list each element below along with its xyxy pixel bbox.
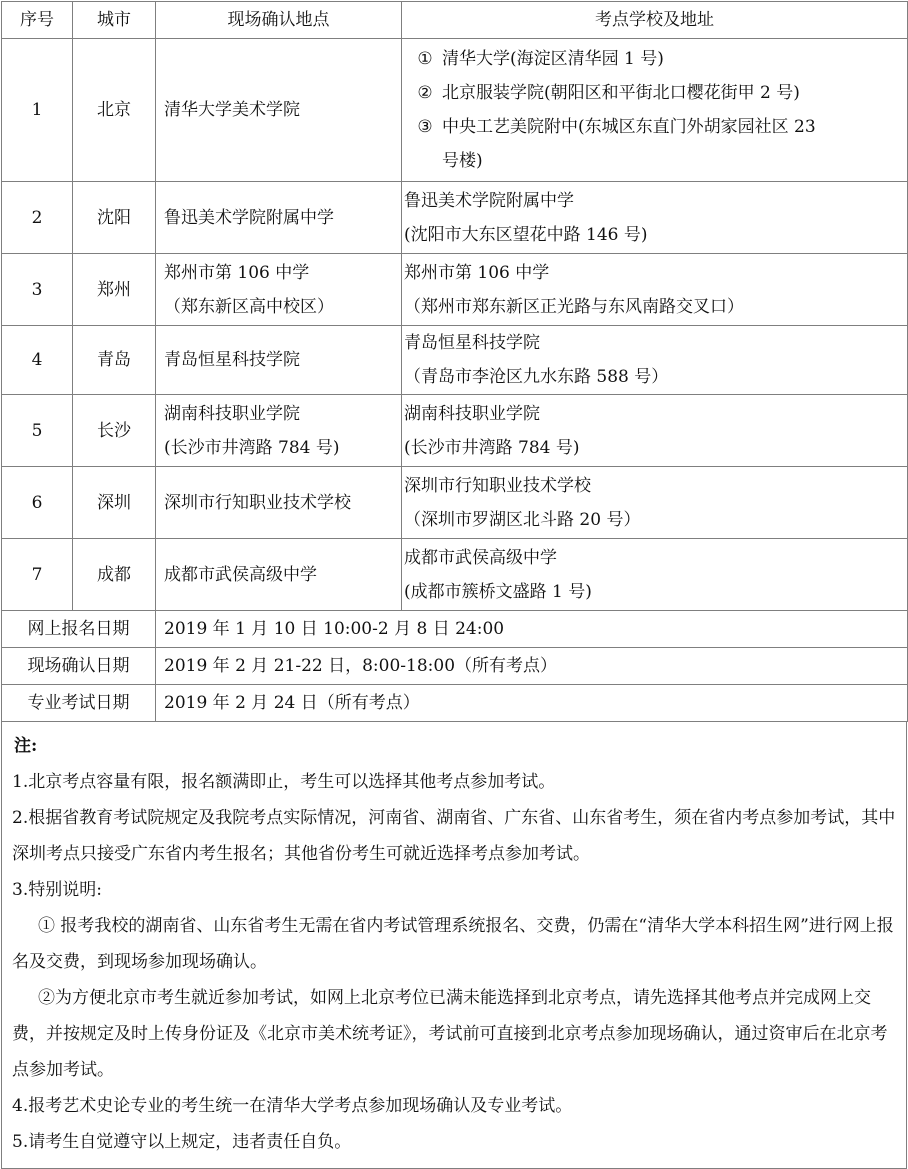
header-city: 城市 <box>73 2 156 39</box>
table-row <box>2 182 908 254</box>
row-confirm-site <box>156 539 402 611</box>
row-seq: 4 <box>2 326 73 395</box>
row-confirm-site <box>156 254 402 326</box>
header-exam-site: 考点学校及地址 <box>402 2 908 39</box>
row-exam-site <box>402 539 908 611</box>
note-2: 2.根据省教育考试院规定及我院考点实际情况，河南省、湖南省、广东省、山东省考生，须在省内考点参加考试，其中深圳考点只接受广东省内考生报名；其他省份考生可就近选择考点参加考试。 <box>12 808 896 864</box>
row-confirm-site <box>156 395 402 467</box>
item-text: 北京服装学院(朝阳区和平街北口樱花街甲 2 号) <box>442 83 800 103</box>
exam-site-item-continued <box>408 144 899 178</box>
row-seq: 6 <box>2 467 73 539</box>
table-row <box>2 467 908 539</box>
item-marker: ① <box>417 49 433 69</box>
notes-section <box>1 722 907 1169</box>
row-confirm-site <box>156 326 402 395</box>
row-city: 郑州 <box>73 254 156 326</box>
row-seq: 1 <box>2 39 73 182</box>
table-row <box>2 254 908 326</box>
exam-site-line: (成都市簇桥文盛路 1 号) <box>404 581 592 602</box>
table-row <box>2 539 908 611</box>
date-row-professional-exam <box>2 685 908 722</box>
exam-site-line: 鲁迅美术学院附属中学 <box>404 190 574 211</box>
confirm-site-line: （郑东新区高中校区） <box>164 296 334 317</box>
row-confirm-site <box>156 182 402 254</box>
row-exam-site <box>402 467 908 539</box>
date-label: 现场确认日期 <box>2 648 156 685</box>
item-text: 号楼) <box>442 151 483 171</box>
confirm-site-line: 清华大学美术学院 <box>164 100 300 120</box>
row-exam-site <box>402 395 908 467</box>
table-row <box>2 395 908 467</box>
row-seq: 3 <box>2 254 73 326</box>
item-marker: ③ <box>417 117 433 137</box>
confirm-site-line: 深圳市行知职业技术学校 <box>164 492 351 513</box>
note-3: 3.特别说明: <box>12 880 102 900</box>
row-city: 长沙 <box>73 395 156 467</box>
row-seq: 2 <box>2 182 73 254</box>
item-text: 中央工艺美院附中(东城区东直门外胡家园社区 23 <box>442 117 816 137</box>
exam-site-line: （深圳市罗湖区北斗路 20 号） <box>404 509 641 530</box>
row-seq: 5 <box>2 395 73 467</box>
date-label: 专业考试日期 <box>2 685 156 722</box>
exam-site-line: (沈阳市大东区望花中路 146 号) <box>404 224 648 245</box>
exam-site-line: （青岛市李沧区九水东路 588 号） <box>404 367 669 387</box>
row-city: 深圳 <box>73 467 156 539</box>
exam-site-item <box>408 42 899 76</box>
exam-site-line: 郑州市第 106 中学 <box>404 262 550 283</box>
date-label: 网上报名日期 <box>2 611 156 648</box>
exam-site-line: 成都市武侯高级中学 <box>404 547 557 568</box>
row-exam-site <box>402 326 908 395</box>
confirm-site-line: 鲁迅美术学院附属中学 <box>164 207 334 228</box>
exam-site-item <box>408 110 899 144</box>
row-exam-site <box>402 182 908 254</box>
row-confirm-site <box>156 467 402 539</box>
exam-site-table <box>1 1 908 722</box>
date-value: 2019 年 1 月 10 日 10:00-2 月 8 日 24:00 <box>156 611 908 648</box>
date-value: 2019 年 2 月 21-22 日，8:00-18:00（所有考点） <box>156 648 908 685</box>
row-city: 青岛 <box>73 326 156 395</box>
confirm-site-line: 湖南科技职业学院 <box>164 403 300 424</box>
confirm-site-line: 成都市武侯高级中学 <box>164 564 317 585</box>
note-3-item-2: ②为方便北京市考生就近参加考试，如网上北京考位已满未能选择到北京考点，请先选择其他考点并完成网上交费，并按规定及时上传身份证及《北京市美术统考证》，考试前可直接到北京考点参加现场确认，通过资审后在北京考点参加考试。 <box>12 988 888 1080</box>
table-row <box>2 39 908 182</box>
note-4: 4.报考艺术史论专业的考生统一在清华大学考点参加现场确认及专业考试。 <box>12 1096 573 1116</box>
exam-site-line: 湖南科技职业学院 <box>404 403 540 424</box>
note-1: 1.北京考点容量有限，报名额满即止，考生可以选择其他考点参加考试。 <box>12 772 556 792</box>
header-confirm-site: 现场确认地点 <box>156 2 402 39</box>
row-confirm-site <box>156 39 402 182</box>
item-marker: ② <box>417 83 433 103</box>
row-city: 沈阳 <box>73 182 156 254</box>
exam-site-item <box>408 76 899 110</box>
row-city: 成都 <box>73 539 156 611</box>
note-5: 5.请考生自觉遵守以上规定，违者责任自负。 <box>12 1132 352 1152</box>
row-exam-site <box>402 39 908 182</box>
header-seq: 序号 <box>2 2 73 39</box>
confirm-site-line: 青岛恒星科技学院 <box>164 350 300 370</box>
row-seq: 7 <box>2 539 73 611</box>
document-sheet <box>1 1 907 1152</box>
confirm-site-line: (长沙市井湾路 784 号) <box>164 437 340 458</box>
date-row-onsite-confirmation <box>2 648 908 685</box>
table-header-row <box>2 2 908 39</box>
row-exam-site <box>402 254 908 326</box>
exam-site-line: 深圳市行知职业技术学校 <box>404 475 591 496</box>
item-text: 清华大学(海淀区清华园 1 号) <box>442 49 664 69</box>
date-row-online-registration <box>2 611 908 648</box>
notes-title: 注: <box>14 736 38 756</box>
date-value: 2019 年 2 月 24 日（所有考点） <box>156 685 908 722</box>
exam-site-line: （郑州市郑东新区正光路与东风南路交叉口） <box>404 296 744 317</box>
row-city: 北京 <box>73 39 156 182</box>
confirm-site-line: 郑州市第 106 中学 <box>164 262 310 283</box>
note-3-item-1: ① 报考我校的湖南省、山东省考生无需在省内考试管理系统报名、交费，仍需在“清华大学本科招生网”进行网上报名及交费，到现场参加现场确认。 <box>12 916 894 972</box>
exam-site-line: (长沙市井湾路 784 号) <box>404 437 580 458</box>
exam-site-line: 青岛恒星科技学院 <box>404 333 540 353</box>
table-row <box>2 326 908 395</box>
